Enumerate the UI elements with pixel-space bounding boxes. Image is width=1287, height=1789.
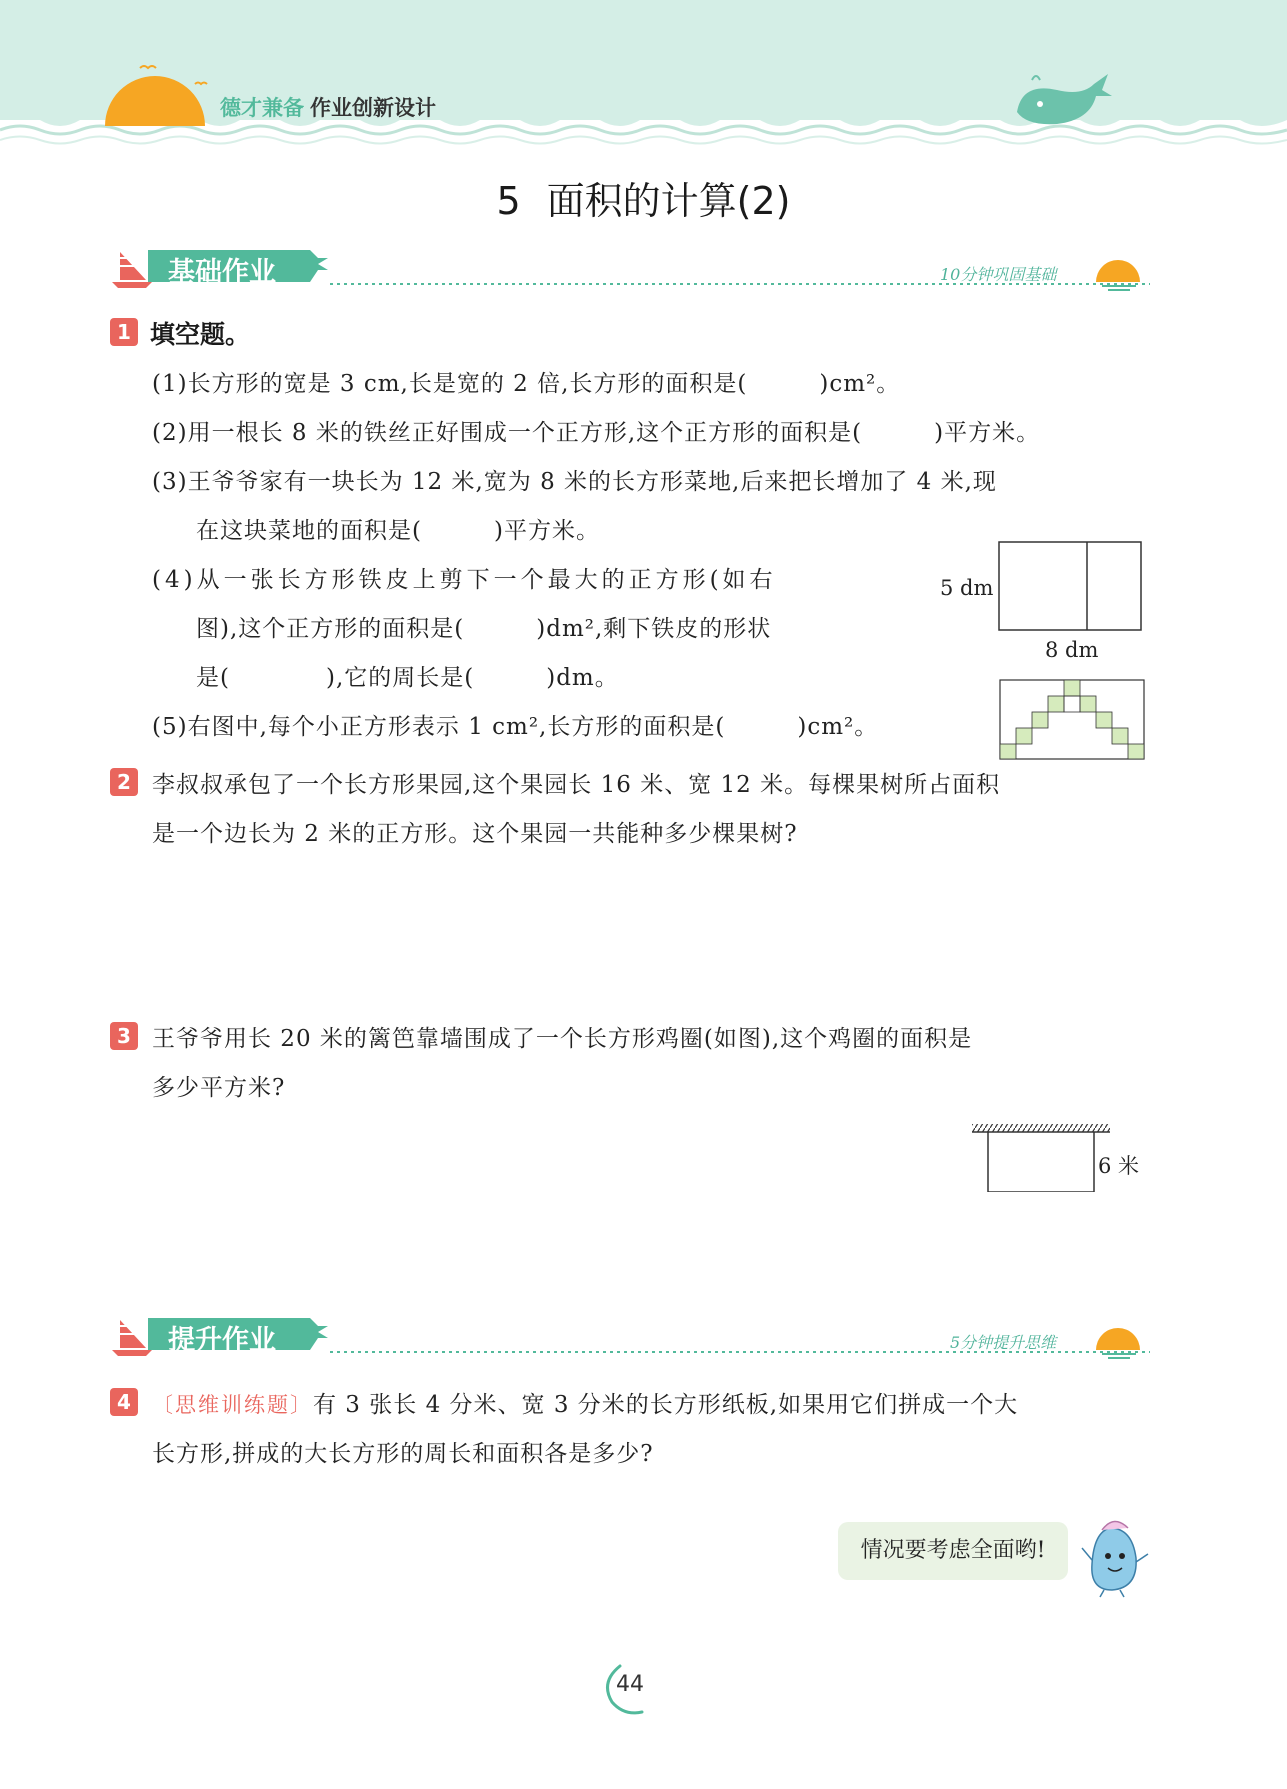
section-title-advanced: 提升作业 bbox=[168, 1325, 276, 1356]
question-title-1: 填空题。 bbox=[150, 320, 251, 349]
q1-line-8: (5)右图中,每个小正方形表示 1 cm²,长方形的面积是( )cm²。 bbox=[152, 714, 879, 740]
q4-line-1-text: 有 3 张长 4 分米、宽 3 分米的长方形纸板,如果用它们拼成一个大 bbox=[313, 1392, 1019, 1418]
q3-line-2: 多少平方米? bbox=[152, 1075, 286, 1101]
section-timer-advanced: 5分钟提升思维 bbox=[950, 1333, 1057, 1352]
q1-line-7: 是( ),它的周长是( )dm。 bbox=[196, 665, 619, 691]
page-title bbox=[0, 170, 1287, 225]
q1-line-2: (2)用一根长 8 米的铁丝正好围成一个正方形,这个正方形的面积是( )平方米。 bbox=[152, 420, 1041, 446]
brand bbox=[220, 92, 436, 122]
q1-line-1: (1)长方形的宽是 3 cm,长是宽的 2 倍,长方形的面积是( )cm²。 bbox=[152, 371, 901, 397]
lesson-title: 面积的计算(2) bbox=[546, 179, 791, 223]
q4-line-1 bbox=[152, 1386, 1018, 1419]
q4-line-2: 长方形,拼成的大长方形的周长和面积各是多少? bbox=[152, 1441, 654, 1467]
sunset-icon bbox=[1092, 254, 1146, 294]
figure-rectangle-cut bbox=[935, 538, 1145, 668]
q1-line-6: 图),这个正方形的面积是( )dm²,剩下铁皮的形状 bbox=[196, 616, 772, 642]
q1-line-3: (3)王爷爷家有一块长为 12 米,宽为 8 米的长方形菜地,后来把长增加了 4 米,现 bbox=[152, 469, 997, 495]
section-title-basic: 基础作业 bbox=[168, 257, 276, 288]
q1-line-4: 在这块菜地的面积是( )平方米。 bbox=[196, 518, 600, 544]
hint-bubble: 情况要考虑全面哟! bbox=[838, 1522, 1068, 1580]
sailboat-icon bbox=[112, 1320, 152, 1356]
pen-width-label: 6 米 bbox=[1098, 1154, 1140, 1178]
sun-icon bbox=[100, 60, 210, 130]
figure-staircase-grid bbox=[998, 678, 1148, 762]
q1-line-5: (4)从一张长方形铁皮上剪下一个最大的正方形(如右 bbox=[152, 567, 777, 593]
fig4-height-label: 5 dm bbox=[940, 576, 994, 600]
whale-icon bbox=[1012, 72, 1112, 132]
mascot-icon bbox=[1080, 1518, 1150, 1598]
question-number-1: 1 bbox=[110, 318, 138, 346]
question-number-3: 3 bbox=[110, 1022, 138, 1050]
sunset-icon bbox=[1092, 1322, 1146, 1362]
thinking-tag: 〔思维训练题〕 bbox=[152, 1393, 313, 1417]
page-number: 44 bbox=[616, 1672, 644, 1697]
q3-line-1: 王爷爷用长 20 米的篱笆靠墙围成了一个长方形鸡圈(如图),这个鸡圈的面积是 bbox=[152, 1026, 973, 1052]
section-timer-basic: 10分钟巩固基础 bbox=[940, 265, 1057, 284]
sailboat-icon bbox=[112, 252, 152, 288]
q2-line-1: 李叔叔承包了一个长方形果园,这个果园长 16 米、宽 12 米。每棵果树所占面积 bbox=[152, 772, 1001, 798]
lesson-number: 5 bbox=[496, 179, 521, 223]
question-number-4: 4 bbox=[110, 1388, 138, 1416]
brand-subtitle: 作业创新设计 bbox=[310, 96, 436, 120]
fig4-width-label: 8 dm bbox=[1045, 638, 1099, 662]
q2-line-2: 是一个边长为 2 米的正方形。这个果园一共能种多少棵果树? bbox=[152, 821, 798, 847]
question-number-2: 2 bbox=[110, 768, 138, 796]
brand-name: 德才兼备 bbox=[220, 96, 304, 120]
